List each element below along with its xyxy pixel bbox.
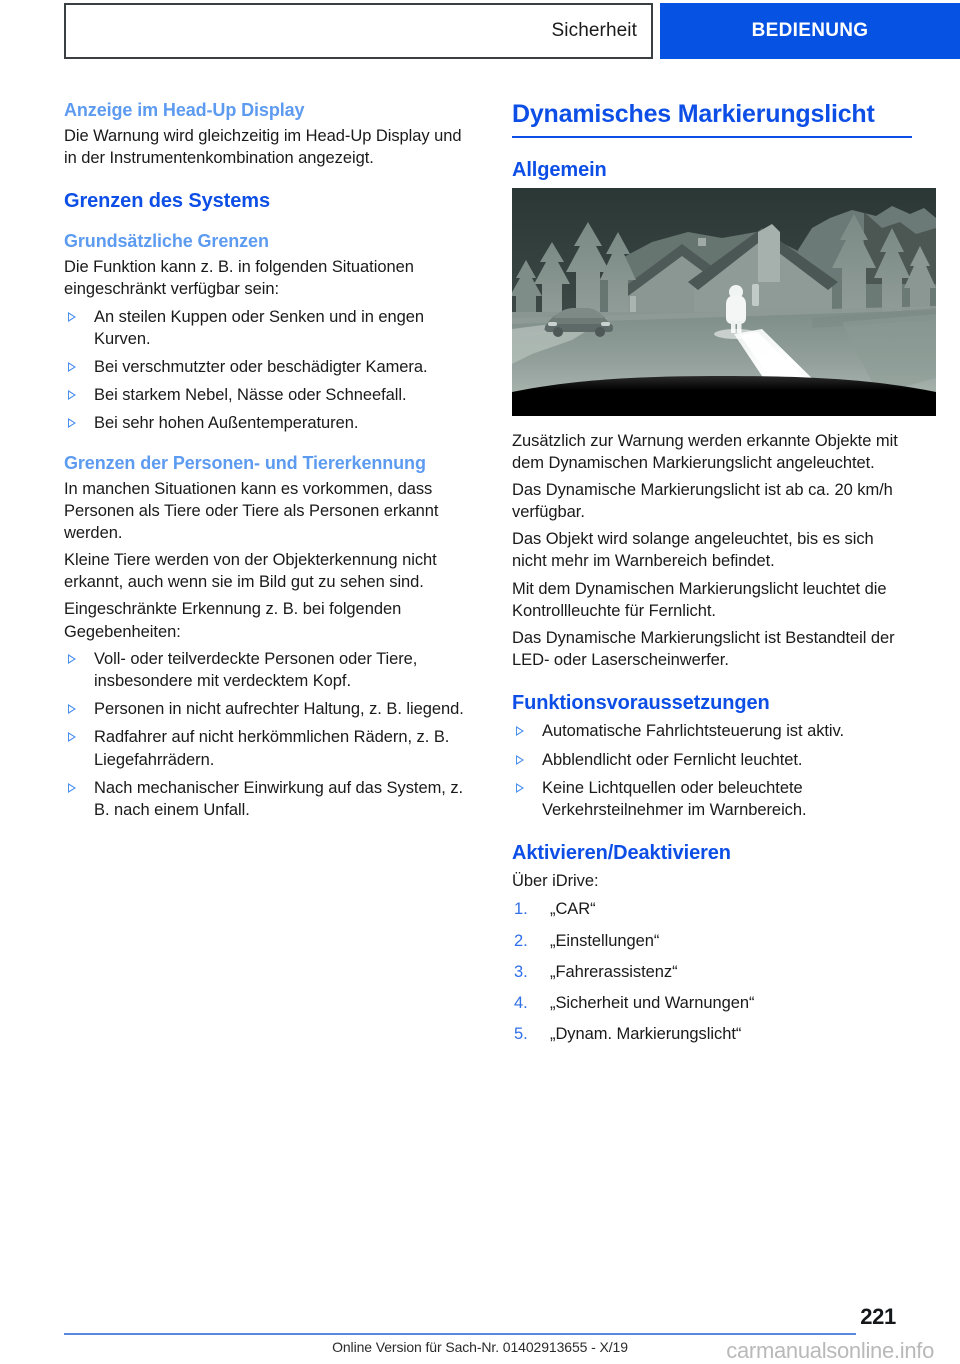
list-item-text: Keine Lichtquellen oder beleuchtete Verkehrsteilnehmer im Warnbereich. — [542, 778, 807, 819]
paragraph-general-4: Mit dem Dynamischen Markierungslicht leuchtet die Kontrollleuchte für Fernlicht. — [512, 579, 887, 620]
list-item — [64, 306, 464, 350]
title-divider — [512, 136, 912, 138]
header-chapter-label: BEDIENUNG — [751, 20, 869, 41]
list-item — [512, 961, 912, 983]
list-item — [512, 898, 912, 920]
night-scene-graphic — [512, 188, 936, 416]
list-item-text: Radfahrer auf nicht herkömmlichen Rädern, z. B. Liegefahrrädern. — [94, 728, 450, 769]
heading-allgemein: Allgemein — [512, 158, 607, 181]
list-item — [512, 992, 912, 1014]
heading-person-animal-limits: Grenzen der Personen- und Tiererkennung — [64, 452, 426, 473]
list-item — [64, 384, 464, 406]
list-item-text: Voll- oder teilverdeckte Personen oder Tiere, insbesondere mit verdecktem Kopf. — [94, 649, 418, 691]
step-number: 4. — [514, 993, 528, 1012]
list-item-text: Bei sehr hohen Außentemperaturen. — [94, 414, 359, 433]
list-item — [64, 698, 464, 720]
list-item — [512, 749, 912, 771]
list-item-text: An steilen Kuppen oder Senken und in engen Kurven. — [94, 307, 424, 348]
triangle-bullet-icon — [68, 654, 76, 664]
page-title: Dynamisches Markierungslicht — [512, 100, 875, 128]
list-item — [512, 777, 912, 821]
step-text: „Einstellungen“ — [550, 931, 660, 950]
heading-basic-limits: Grundsätzliche Grenzen — [64, 231, 269, 252]
list-item — [64, 726, 464, 770]
page-number: 221 — [860, 1304, 896, 1329]
list-item-text: Automatische Fahrlichtsteuerung ist aktiv. — [542, 722, 845, 741]
triangle-bullet-icon — [516, 755, 524, 765]
watermark-text: carmanualsonline.info — [726, 1338, 934, 1363]
list-item — [64, 412, 464, 434]
paragraph-person-limits-1: In manchen Situationen kann es vorkommen, dass Personen als Tiere oder Tiere als Personen erkannt werden. — [64, 479, 439, 542]
heading-aktivieren-deaktivieren: Aktivieren/Deaktivieren — [512, 842, 731, 865]
step-number: 1. — [514, 900, 528, 919]
heading-funktionsvoraussetzungen: Funktionsvoraussetzungen — [512, 692, 770, 715]
list-item-text: Bei verschmutzter oder beschädigter Kamera. — [94, 358, 428, 377]
list-item-text: Nach mechanischer Einwirkung auf das System, z. B. nach einem Unfall. — [94, 778, 464, 819]
heading-head-up-display: Anzeige im Head-Up Display — [64, 100, 305, 120]
step-number: 5. — [514, 1025, 528, 1044]
list-item-text: Bei starkem Nebel, Nässe oder Schneefall. — [94, 386, 407, 405]
step-number: 2. — [514, 931, 528, 950]
page-footer — [0, 1300, 960, 1362]
paragraph-head-up-display: Die Warnung wird gleichzeitig im Head-Up Display und in der Instrumentenkombination angezeigt. — [64, 126, 462, 168]
paragraph-person-limits-3: Eingeschränkte Erkennung z. B. bei folgenden Gegebenheiten: — [64, 600, 402, 641]
heading-system-limits: Grenzen des Systems — [64, 190, 270, 213]
triangle-bullet-icon — [68, 390, 76, 400]
list-item — [512, 1023, 912, 1045]
triangle-bullet-icon — [68, 362, 76, 372]
step-number: 3. — [514, 962, 528, 981]
step-text: „CAR“ — [550, 900, 596, 919]
triangle-bullet-icon — [68, 704, 76, 714]
list-item — [64, 648, 464, 692]
paragraph-basic-limits-intro: Die Funktion kann z. B. in folgenden Situationen eingeschränkt verfügbar sein: — [64, 258, 414, 299]
left-column — [64, 100, 464, 827]
page-header — [0, 0, 960, 62]
header-section-tab — [64, 3, 653, 59]
footer-divider — [64, 1333, 856, 1335]
list-item-text: Abblendlicht oder Fernlicht leuchtet. — [542, 750, 803, 769]
list-idrive-steps — [512, 898, 912, 1045]
list-basic-limits — [64, 306, 464, 435]
triangle-bullet-icon — [516, 726, 524, 736]
triangle-bullet-icon — [68, 732, 76, 742]
triangle-bullet-icon — [68, 418, 76, 428]
paragraph-general-2: Das Dynamische Markierungslicht ist ab ca. 20 km/h verfügbar. — [512, 480, 893, 522]
illustration-night-road-scene — [512, 188, 936, 416]
list-item — [64, 777, 464, 821]
header-chapter-tab — [660, 3, 960, 59]
paragraph-idrive-intro: Über iDrive: — [512, 872, 599, 891]
step-text: „Sicherheit und Warnungen“ — [550, 993, 755, 1012]
right-column — [512, 100, 912, 1054]
paragraph-general-5: Das Dynamische Markierungslicht ist Bestandteil der LED- oder Laserscheinwerfer. — [512, 629, 895, 670]
paragraph-person-limits-2: Kleine Tiere werden von der Objekterkennung nicht erkannt, auch wenn sie im Bild gut zu sehen sind. — [64, 551, 437, 592]
paragraph-general-3: Das Objekt wird solange angeleuchtet, bis es sich nicht mehr im Warnbereich befindet. — [512, 530, 874, 571]
step-text: „Dynam. Markierungslicht“ — [550, 1025, 742, 1044]
triangle-bullet-icon — [516, 783, 524, 793]
list-item — [512, 930, 912, 952]
list-person-limits — [64, 648, 464, 821]
list-item — [512, 720, 912, 742]
triangle-bullet-icon — [68, 783, 76, 793]
paragraph-general-1: Zusätzlich zur Warnung werden erkannte Objekte mit dem Dynamischen Markierungslicht angeleuchtet. — [512, 431, 898, 472]
footer-note: Online Version für Sach-Nr. 01402913655 - X/19 — [332, 1339, 628, 1355]
list-item — [64, 356, 464, 378]
triangle-bullet-icon — [68, 312, 76, 322]
list-item-text: Personen in nicht aufrechter Haltung, z. B. liegend. — [94, 700, 464, 719]
list-requirements — [512, 720, 912, 821]
header-section-label: Sicherheit — [551, 20, 637, 41]
step-text: „Fahrerassistenz“ — [550, 962, 678, 981]
